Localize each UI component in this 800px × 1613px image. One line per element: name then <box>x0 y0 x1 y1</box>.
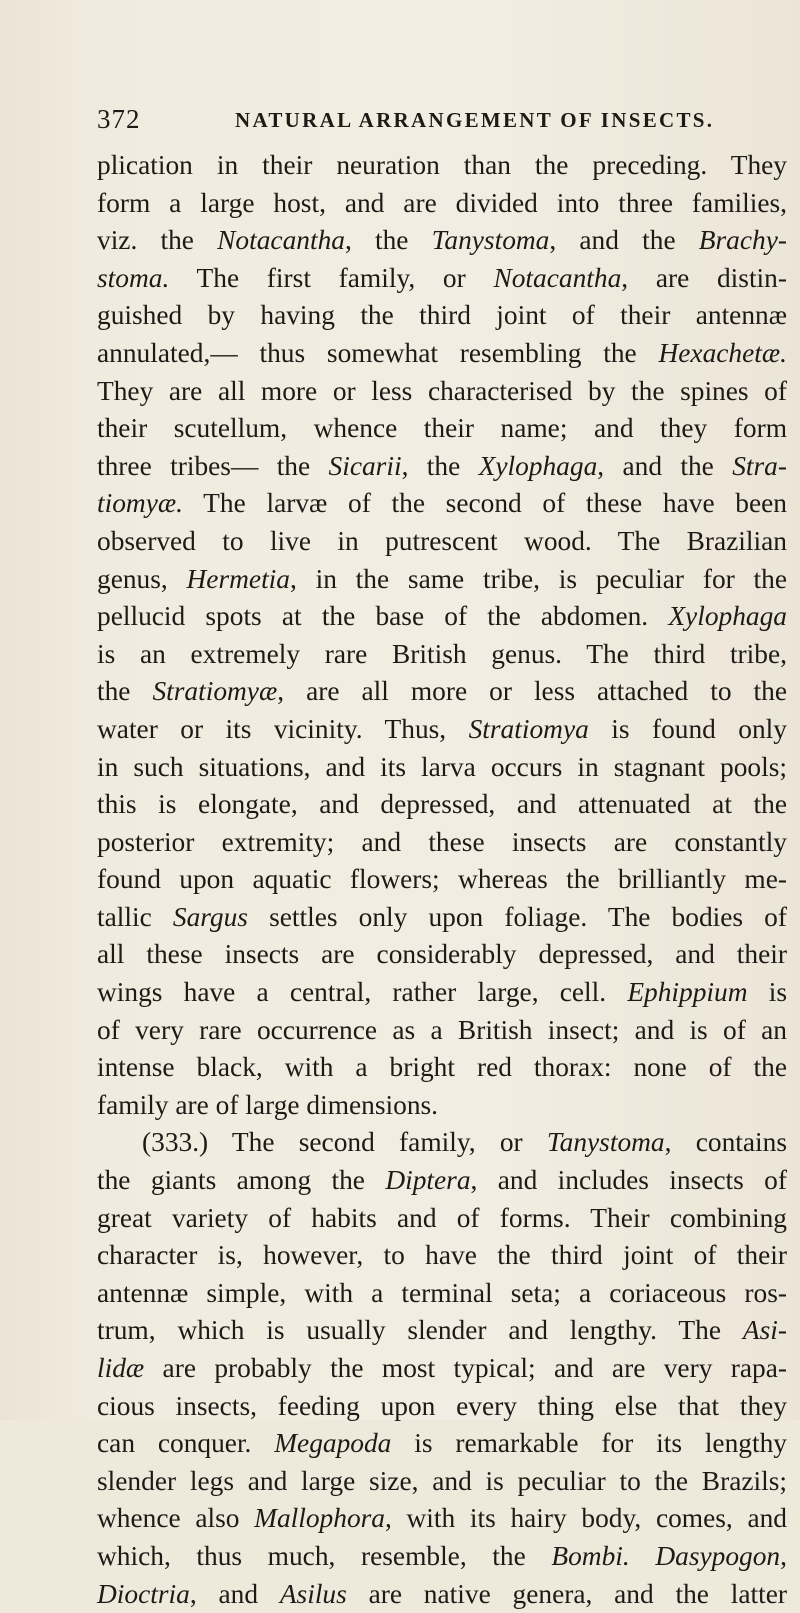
text-segment: can conquer. <box>97 1428 275 1459</box>
text-line <box>97 1425 787 1463</box>
text-segment: , the <box>401 450 479 481</box>
text-line <box>97 335 787 373</box>
text-segment: their scutellum, whence their name; and they form <box>97 413 787 444</box>
text-line <box>97 1162 787 1200</box>
text-segment: all these insects are considerably depressed, and their <box>97 939 787 970</box>
text-segment: of very rare occurrence as a British insect; and is of an <box>97 1014 787 1045</box>
text-line <box>97 1049 787 1087</box>
italic-term: lidæ <box>97 1353 145 1383</box>
italic-term: Dasypogon <box>655 1540 781 1571</box>
text-segment: , the <box>344 225 432 256</box>
text-segment: , and the <box>597 450 733 481</box>
text-line <box>97 561 787 599</box>
text-segment: wings have a central, rather large, cell. <box>97 977 628 1008</box>
italic-term: Notacantha <box>493 262 622 293</box>
text-line <box>97 1124 787 1162</box>
text-segment: found upon aquatic flowers; whereas the brilliantly me- <box>97 864 787 895</box>
text-line <box>97 1538 787 1576</box>
text-segment: observed to live in putrescent wood. The Brazilian <box>97 525 787 556</box>
italic-term: Ephippium <box>627 977 748 1008</box>
italic-term: Tanystoma <box>431 225 550 256</box>
text-line <box>97 1237 787 1275</box>
text-segment: genus, <box>97 563 187 594</box>
text-line <box>97 1350 787 1388</box>
text-segment: intense black, with a bright red thorax: none of the <box>97 1052 787 1083</box>
text-line <box>97 673 787 711</box>
running-head: NATURAL ARRANGEMENT OF INSECTS. <box>235 108 715 132</box>
text-segment: settles only upon foliage. The bodies of <box>247 901 788 932</box>
text-segment: are native genera, and the latter <box>346 1578 787 1609</box>
text-line <box>97 485 787 523</box>
text-line <box>97 1275 787 1313</box>
page-header <box>97 104 787 140</box>
text-line <box>97 1463 787 1501</box>
text-line <box>97 222 787 260</box>
text-line <box>97 523 787 561</box>
text-line <box>97 786 787 824</box>
text-segment: (333.) The second family, or <box>142 1127 547 1158</box>
text-line <box>97 636 787 674</box>
text-segment: three tribes— the <box>97 450 329 481</box>
text-segment: is an extremely rare British genus. The third tribe, <box>97 638 787 669</box>
italic-term: Sicarii <box>328 450 402 481</box>
text-segment: family are of large dimensions. <box>97 1089 439 1120</box>
text-segment: the giants among the <box>97 1165 386 1196</box>
text-line <box>97 1576 787 1613</box>
italic-term: Diptera <box>385 1165 471 1196</box>
text-segment: slender legs and large size, and is peculiar to the Brazils; <box>97 1465 787 1496</box>
italic-term: stoma. <box>97 262 170 293</box>
text-line <box>97 260 787 298</box>
italic-term: Hermetia <box>186 563 290 594</box>
text-segment <box>630 1541 656 1571</box>
italic-term: Bombi. <box>551 1540 630 1571</box>
italic-term: Stratiomya <box>468 713 589 744</box>
text-segment: , contains <box>664 1127 787 1158</box>
text-segment: whence also <box>97 1503 255 1534</box>
text-segment: the <box>97 676 153 707</box>
text-line <box>97 147 787 185</box>
text-segment: guished by having the third joint of their antennæ <box>97 300 787 331</box>
text-segment: which, thus much, resemble, the <box>97 1540 552 1571</box>
italic-term: Notacantha <box>217 225 345 256</box>
page-number: 372 <box>97 104 141 134</box>
text-segment: , <box>780 1540 787 1571</box>
text-line <box>97 185 787 223</box>
text-segment: water or its vicinity. Thus, <box>97 713 469 744</box>
text-segment: plication in their neuration than the preceding. They <box>97 150 787 180</box>
text-segment: annulated,— thus somewhat resembling the <box>97 337 659 368</box>
text-segment: character is, however, to have the third joint of their <box>97 1240 787 1271</box>
text-line <box>97 861 787 899</box>
text-line <box>97 899 787 937</box>
text-line <box>97 974 787 1012</box>
text-segment: are probably the most typical; and are very rapa- <box>144 1353 787 1383</box>
italic-term: Megapoda <box>274 1428 392 1459</box>
text-segment: The larvæ of the second of these have been <box>182 488 787 519</box>
text-segment: antennæ simple, with a terminal seta; a coriaceous ros- <box>97 1277 787 1308</box>
italic-term: Sargus <box>172 901 248 932</box>
italic-term: Asilus <box>279 1578 347 1609</box>
text-segment: is remarkable for its lengthy <box>391 1428 787 1459</box>
italic-term: Tanystoma <box>546 1127 665 1158</box>
italic-term: Xylophaga <box>668 601 787 632</box>
text-line <box>97 297 787 335</box>
italic-term: tiomyæ. <box>97 488 183 519</box>
text-line <box>97 711 787 749</box>
text-segment: is <box>747 977 787 1008</box>
text-segment: cious insects, feeding upon every thing else that they <box>97 1390 787 1421</box>
text-segment: pellucid spots at the base of the abdomen. <box>97 601 669 632</box>
text-line <box>97 448 787 486</box>
text-segment: , are all more or less attached to the <box>277 676 787 707</box>
text-segment: tallic <box>97 901 173 932</box>
italic-term: Dioctria <box>97 1578 190 1609</box>
text-line <box>97 1500 787 1538</box>
text-segment: They are all more or less characterised by the spines of <box>97 375 787 406</box>
text-segment: is found only <box>588 713 787 744</box>
italic-term: Mallophora <box>254 1503 385 1534</box>
text-segment: form a large host, and are divided into three families, <box>97 187 787 218</box>
italic-term: Stratiomyæ <box>152 676 278 707</box>
text-line <box>97 373 787 411</box>
text-line <box>97 1012 787 1050</box>
text-segment: , and <box>189 1578 280 1609</box>
text-segment: , with its hairy body, comes, and <box>385 1503 787 1534</box>
italic-term: Xylophaga <box>478 450 598 481</box>
text-segment: , in the same tribe, is peculiar for the <box>289 563 787 594</box>
italic-term: Stra- <box>732 450 787 481</box>
text-segment: posterior extremity; and these insects are constantly <box>97 826 787 857</box>
text-segment: The first family, or <box>169 262 494 293</box>
text-line <box>97 1200 787 1238</box>
text-segment: , and the <box>549 225 699 256</box>
text-line <box>97 936 787 974</box>
text-segment: , and includes insects of <box>470 1165 788 1196</box>
text-segment: viz. the <box>97 225 218 256</box>
italic-term: Hexachetæ. <box>658 337 787 368</box>
text-segment: trum, which is usually slender and lengthy. The <box>97 1315 743 1346</box>
text-line <box>97 410 787 448</box>
text-line <box>97 598 787 636</box>
italic-term: Asi- <box>742 1315 787 1346</box>
italic-term: Brachy- <box>698 225 787 256</box>
text-line <box>97 1087 787 1125</box>
body-text <box>97 147 787 1613</box>
text-line <box>97 824 787 862</box>
text-line <box>97 1312 787 1350</box>
text-line <box>97 749 787 787</box>
text-segment: this is elongate, and depressed, and attenuated at the <box>97 789 787 820</box>
text-segment: in such situations, and its larva occurs in stagnant pools; <box>97 751 787 782</box>
text-segment: , are distin- <box>621 262 787 293</box>
text-segment: great variety of habits and of forms. Their combining <box>97 1202 787 1233</box>
